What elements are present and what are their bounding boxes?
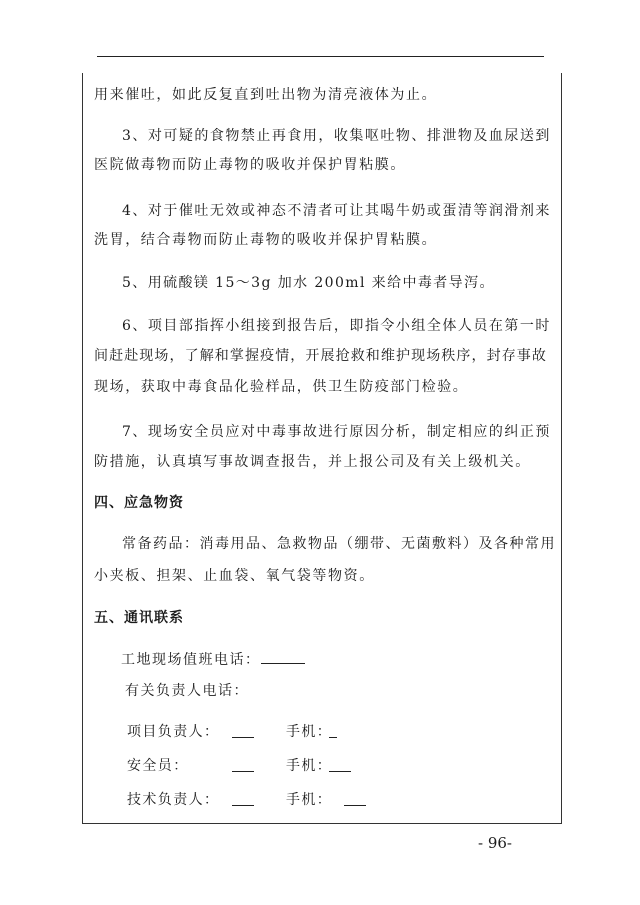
duty-phone-field[interactable] bbox=[261, 648, 305, 664]
responsible-label: 有关负责人电话： bbox=[125, 683, 249, 699]
contact-mobile-field[interactable] bbox=[329, 722, 337, 744]
contact-mobile-label: 手机： bbox=[286, 758, 333, 774]
contact-mobile-field[interactable] bbox=[344, 790, 366, 812]
header-rule bbox=[97, 56, 544, 57]
paragraph-line: 医院做毒物而防止毒物的吸收并保护胃粘膜。 bbox=[94, 157, 406, 173]
paragraph-line: 间赶赴现场，了解和掌握疫情，开展抢救和维护现场秩序，封存事故 bbox=[94, 348, 547, 364]
page-number: - 96- bbox=[478, 834, 512, 852]
contact-role: 安全员： bbox=[127, 758, 189, 774]
contact-mobile-field[interactable] bbox=[329, 756, 351, 778]
contact-name-field[interactable] bbox=[232, 722, 254, 744]
contact-mobile-label: 手机： bbox=[286, 792, 333, 808]
contact-role: 技术负责人： bbox=[127, 792, 220, 808]
contact-name-field[interactable] bbox=[232, 790, 254, 812]
paragraph-line: 小夹板、担架、止血袋、氧气袋等物资。 bbox=[94, 568, 375, 584]
paragraph-line: 5、用硫酸镁 15～3g 加水 200ml 来给中毒者导泻。 bbox=[122, 275, 495, 291]
contact-name-field[interactable] bbox=[232, 756, 254, 778]
table-frame bbox=[82, 73, 562, 824]
paragraph-line: 现场，获取中毒食品化验样品，供卫生防疫部门检验。 bbox=[94, 379, 469, 395]
paragraph-line: 3、对可疑的食物禁止再食用，收集呕吐物、排泄物及血尿送到 bbox=[122, 128, 551, 144]
paragraph-line: 4、对于催吐无效或神态不清者可让其喝牛奶或蛋清等润滑剂来 bbox=[122, 203, 551, 219]
contact-mobile-label: 手机： bbox=[286, 724, 333, 740]
contact-role: 项目负责人： bbox=[127, 724, 220, 740]
paragraph-line: 洗胃，结合毒物而防止毒物的吸收并保护胃粘膜。 bbox=[94, 232, 438, 248]
duty-phone-label: 工地现场值班电话： bbox=[121, 652, 261, 668]
duty-phone-row bbox=[121, 648, 305, 670]
paragraph-line: 防措施，认真填写事故调查报告，并上报公司及有关上级机关。 bbox=[94, 454, 531, 470]
paragraph-line: 7、现场安全员应对中毒事故进行原因分析，制定相应的纠正预 bbox=[122, 424, 551, 440]
paragraph-line: 常备药品：消毒用品、急救物品（绷带、无菌敷料）及各种常用 bbox=[122, 536, 556, 552]
section-heading-contacts: 五、通讯联系 bbox=[94, 610, 184, 626]
paragraph-line: 6、项目部指挥小组接到报告后，即指令小组全体人员在第一时 bbox=[122, 318, 551, 334]
section-heading-materials: 四、应急物资 bbox=[94, 495, 184, 511]
paragraph-line: 用来催吐，如此反复直到吐出物为清亮液体为止。 bbox=[94, 87, 438, 103]
